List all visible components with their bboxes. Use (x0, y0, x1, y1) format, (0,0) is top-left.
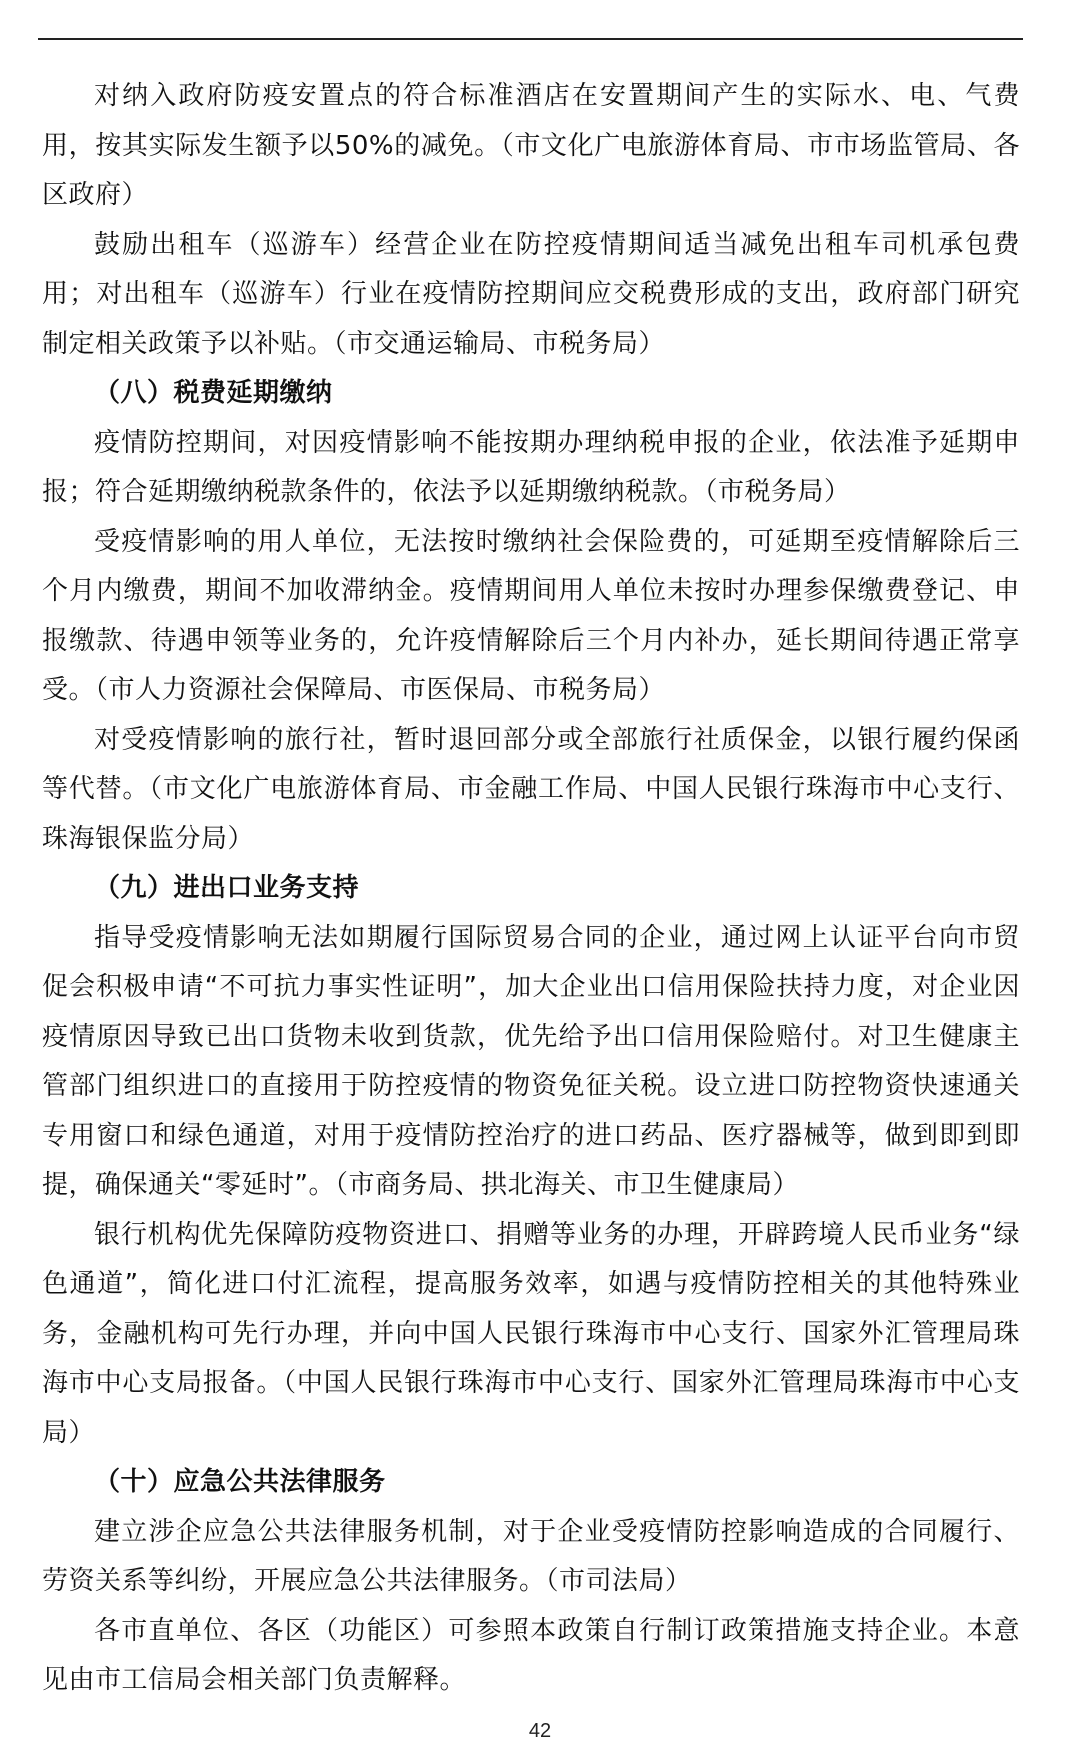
section-heading-tax-deferral: （八）税费延期缴纳 (94, 378, 333, 408)
paragraph-closing-note: 各市直单位、各区（功能区）可参照本政策自行制订政策措施支持企业。本意见由市工信局会相关部门负责解释。 (42, 1615, 1020, 1695)
header-rule (38, 38, 1023, 40)
section-heading-legal-services: （十）应急公共法律服务 (94, 1467, 386, 1497)
paragraph-travel-agency-deposit: 对受疫情影响的旅行社，暂时退回部分或全部旅行社质保金，以银行履约保函等代替。（市文化广电旅游体育局、市金融工作局、中国人民银行珠海市中心支行、珠海银保监分局） (42, 724, 1020, 854)
document-body (42, 72, 1020, 1706)
paragraph-bank-green-channel: 银行机构优先保障防疫物资进口、捐赠等业务的办理，开辟跨境人民币业务“绿色通道”，简化进口付汇流程，提高服务效率，如遇与疫情防控相关的其他特殊业务，金融机构可先行办理，并向中国人民银行珠海市中心支行、国家外汇管理局珠海市中心支局报备。（中国人民银行珠海市中心支行、国家外汇管理局珠海市中心支局） (42, 1219, 1020, 1448)
paragraph-hotel-utility-reduction: 对纳入政府防疫安置点的符合标准酒店在安置期间产生的实际水、电、气费用，按其实际发生额予以50%的减免。（市文化广电旅游体育局、市市场监管局、各区政府） (42, 81, 1020, 210)
paragraph-social-insurance-deferral: 受疫情影响的用人单位，无法按时缴纳社会保险费的，可延期至疫情解除后三个月内缴费，期间不加收滞纳金。疫情期间用人单位未按时办理参保缴费登记、申报缴款、待遇申领等业务的，允许疫情解除后三个月内补办，延长期间待遇正常享受。（市人力资源社会保障局、市医保局、市税务局） (42, 526, 1020, 705)
paragraph-tax-filing-extension: 疫情防控期间，对因疫情影响不能按期办理纳税申报的企业，依法准予延期申报；符合延期缴纳税款条件的，依法予以延期缴纳税款。（市税务局） (42, 427, 1020, 507)
section-heading-import-export: （九）进出口业务支持 (94, 873, 360, 903)
paragraph-trade-contract-support: 指导受疫情影响无法如期履行国际贸易合同的企业，通过网上认证平台向市贸促会积极申请“不可抗力事实性证明”，加大企业出口信用保险扶持力度，对企业因疫情原因导致已出口货物未收到货款，优先给予出口信用保险赔付。对卫生健康主管部门组织进口的直接用于防控疫情的物资免征关税。设立进口防控物资快速通关专用窗口和绿色通道，对用于疫情防控治疗的进口药品、医疗器械等，做到即到即提，确保通关“零延时”。（市商务局、拱北海关、市卫生健康局） (42, 922, 1020, 1200)
paragraph-taxi-fee-relief: 鼓励出租车（巡游车）经营企业在防控疫情期间适当减免出租车司机承包费用；对出租车（巡游车）行业在疫情防控期间应交税费形成的支出，政府部门研究制定相关政策予以补贴。（市交通运输局、市税务局） (42, 229, 1020, 359)
paragraph-legal-service-mechanism: 建立涉企应急公共法律服务机制，对于企业受疫情防控影响造成的合同履行、劳资关系等纠纷，开展应急公共法律服务。（市司法局） (42, 1516, 1020, 1596)
page-number: 42 (528, 1720, 552, 1742)
